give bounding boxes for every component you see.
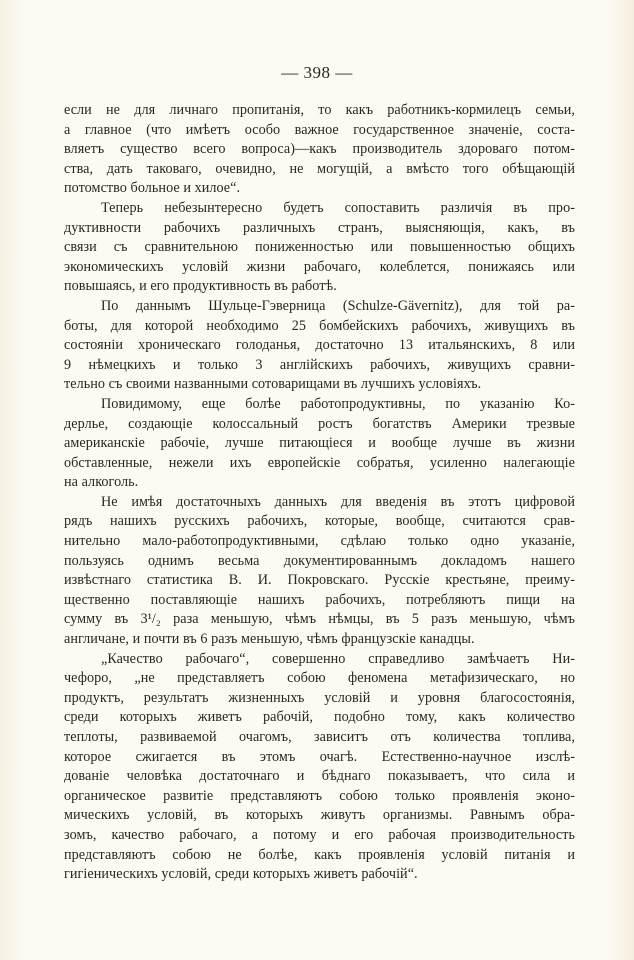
text-line: „Качество рабочаго“, совершенно справедливо замѣчаетъ Ни- (101, 650, 575, 667)
text-line: нительно мало-работопродуктивными, сдѣлаю только одно указаніе, (64, 533, 575, 550)
text-line: среди которыхъ живетъ рабочій, подобно тому, какъ количество (64, 709, 575, 726)
text-line: обставленные, нежели ихъ европейскіе собратья, усиленно налегающіе (64, 454, 575, 471)
paragraph (64, 493, 575, 650)
text-line: дуктивности рабочихъ различныхъ странъ, выясняющія, какъ, въ (64, 219, 575, 236)
text-line: продуктъ, результатъ жизненныхъ условій и уровня благосостоянія, (64, 689, 575, 706)
text-line: боты, для которой необходимо 25 бомбейскихъ рабочихъ, живущихъ въ (64, 317, 575, 334)
paragraph (64, 199, 575, 297)
text-line: пользуясь однимъ весьма документированнымъ докладомъ нашего (64, 552, 575, 569)
paragraph (64, 297, 575, 395)
text-line: англичане, и почти въ 6 разъ меньшую, чѣмъ французскіе канадцы. (64, 631, 475, 648)
text-line: дованіе человѣка достаточнаго и бѣднаго показываетъ, что сила и (64, 768, 575, 785)
text-line: американскіе рабочіе, лучше питающіеся и вообще лучше въ жизни (64, 435, 575, 452)
text-line: щественно поставляющіе нашихъ рабочихъ, потребляютъ пищи на (64, 591, 575, 608)
text-line: чефоро, „не представляетъ собою феномена метафизическаго, но (64, 670, 575, 687)
text-line: Не имѣя достаточныхъ данныхъ для введенія въ этотъ цифровой (101, 493, 575, 510)
text-line: По даннымъ Шульце-Гэверница (Schulze-Gävernitz), для той ра- (101, 297, 575, 314)
text-line: извѣстнаго статистика В. И. Покровскаго. Русскіе крестьяне, преиму- (64, 572, 575, 589)
text-line: состояніи хроническаго голоданья, достаточно 13 итальянскихъ, 8 или (64, 337, 575, 354)
text-line: Повидимому, еще болѣе работопродуктивны, по указанію Ко- (101, 395, 575, 412)
text-line: на алкоголь. (64, 474, 139, 491)
text-line: теплоты, развиваемой очагомъ, зависитъ отъ количества топлива, (64, 729, 575, 745)
text-line: тельно съ своими названными сотоварищами въ лучшихъ условіяхъ. (64, 376, 482, 393)
text-line: мическихъ условій, въ которыхъ живутъ организмы. Равнымъ обра- (64, 807, 575, 824)
body-text (64, 101, 575, 885)
text-line: потомство больное и хилое“. (64, 180, 241, 197)
paragraph (64, 101, 575, 199)
text-line: гигіеническихъ условій, среди которыхъ живетъ рабочій“. (64, 866, 418, 883)
text-line: ства, дать таковаго, очевидно, не могущій, а вмѣсто того обѣщающій (64, 160, 575, 177)
paragraph (64, 395, 575, 493)
page-number: — 398 — (281, 63, 353, 82)
text-line: представляютъ собою не болѣе, какъ проявленія условій питанія и (64, 846, 575, 863)
text-line: зомъ, качество рабочаго, а потому и его рабочая производительность (64, 826, 575, 843)
text-line: которое сжигается въ этомъ очагѣ. Естественно-научное изслѣ- (64, 748, 575, 765)
text-line: дерлье, создающіе колоссальный ростъ богатствъ Америки трезвые (64, 415, 575, 432)
text-line: Теперь небезынтересно будетъ сопоставить различія въ про- (101, 199, 575, 216)
text-line: органическое развитіе представляютъ собою только проявленія эконо- (64, 787, 575, 804)
text-line: экономическихъ условій жизни рабочаго, колеблется, понижаясь или (64, 258, 575, 275)
text-line: а главное (что имѣетъ особо важное государственное значеніе, соста- (64, 121, 575, 138)
paragraph (64, 650, 575, 885)
text-line: связи съ сравнительною пониженностью или повышенностью общихъ (64, 239, 575, 256)
text-line: 9 нѣмецкихъ и только 3 англійскихъ рабочихъ, живущихъ сравни- (64, 356, 575, 373)
text-line: вляетъ существо всего вопроса)—какъ производитель здороваго потом- (64, 141, 575, 158)
text-line: повышаясь, и его продуктивность въ работѣ. (64, 278, 337, 295)
text-line: рядъ нашихъ русскихъ рабочихъ, которые, вообще, считаются срав- (64, 513, 575, 530)
text-line: сумму въ 3¹/₂ раза меньшую, чѣмъ нѣмцы, въ 5 разъ меньшую, чѣмъ (64, 611, 575, 628)
text-line: если не для личнаго пропитанія, то какъ работникъ-кормилецъ семьи, (64, 102, 575, 118)
